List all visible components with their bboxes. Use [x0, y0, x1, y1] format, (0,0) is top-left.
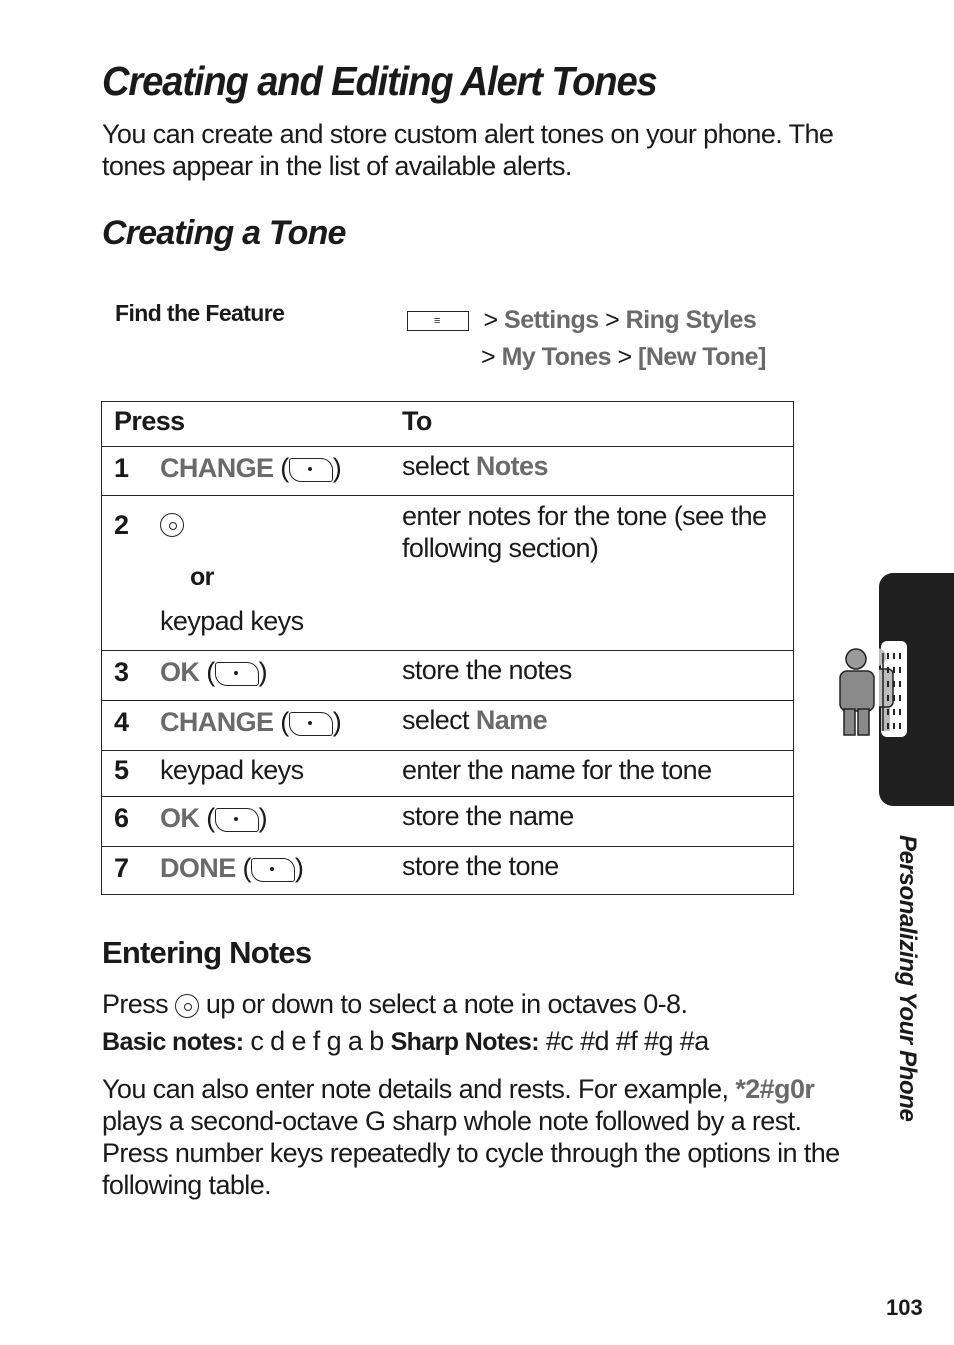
- step-press: [160, 496, 402, 651]
- step-number: 3: [102, 651, 161, 701]
- step-number: 2: [102, 496, 161, 651]
- table-row: [102, 701, 794, 751]
- header-to: To: [402, 402, 794, 447]
- path-sep: >: [481, 343, 496, 371]
- steps-table: [101, 401, 794, 895]
- table-row: [102, 847, 794, 895]
- step-number: 4: [102, 701, 161, 751]
- table-row: [102, 751, 794, 797]
- table-row: [102, 651, 794, 701]
- sharp-notes: #c #d #f #g #a: [545, 1026, 709, 1056]
- page-title: Creating and Editing Alert Tones: [102, 58, 657, 104]
- softkey-label: DONE: [160, 853, 236, 883]
- note-details-paragraph: [102, 1073, 842, 1201]
- step-action-key: Notes: [475, 451, 548, 481]
- path-settings: Settings: [504, 306, 599, 334]
- notes-instruction: [102, 989, 687, 1020]
- menu-key-icon: ≡: [407, 311, 469, 331]
- table-header-row: [102, 402, 794, 447]
- page-number: 103: [886, 1295, 923, 1320]
- section-title-creating-tone: Creating a Tone: [102, 214, 346, 252]
- softkey-icon: [289, 712, 333, 736]
- table-row: [102, 797, 794, 847]
- intro-paragraph: You can create and store custom alert tones on your phone. The tones appear in the list of available alerts.: [102, 119, 834, 181]
- step-press: OK ( ): [160, 797, 402, 847]
- step-action: store the tone: [402, 847, 794, 895]
- step-press: CHANGE ( ): [160, 701, 402, 751]
- nav-key-icon: [175, 994, 199, 1018]
- step-press: OK ( ): [160, 651, 402, 701]
- softkey-icon: [289, 458, 333, 482]
- softkey-label: OK: [160, 657, 200, 687]
- figure-icon: [834, 645, 882, 740]
- notes-instruction-end: up or down to select a note in octaves 0-8.: [205, 989, 688, 1019]
- step-action-text: select: [402, 451, 469, 481]
- softkey-icon: [215, 808, 259, 832]
- step-press: DONE ( ): [160, 847, 402, 895]
- step-action-text: select: [402, 705, 469, 735]
- para3-end: plays a second-octave G sharp whole note followed by a rest. Press number keys repeatedly to cycle through the options in the following table.: [102, 1106, 840, 1200]
- header-press: Press: [102, 402, 403, 447]
- menu-path: [407, 302, 766, 376]
- menu-path-line-2: [407, 339, 766, 376]
- table-row: [102, 496, 794, 651]
- step-action: enter notes for the tone (see the following section): [402, 496, 794, 651]
- step-number: 6: [102, 797, 161, 847]
- section-title-entering-notes: Entering Notes: [102, 935, 312, 970]
- table-row: [102, 447, 794, 496]
- chapter-caption: Personalizing Your Phone: [894, 835, 921, 1122]
- softkey-label: CHANGE: [160, 453, 274, 483]
- step-action: store the notes: [402, 651, 794, 701]
- find-feature-label: Find the Feature: [115, 300, 285, 326]
- or-label: or: [190, 563, 214, 591]
- nav-key-icon: [160, 513, 184, 537]
- softkey-icon: [251, 858, 295, 882]
- softkey-label: OK: [160, 803, 200, 833]
- step-number: 1: [102, 447, 161, 496]
- menu-path-line-1: [407, 302, 766, 339]
- phone-man-icon: [879, 573, 954, 806]
- notes-instruction-start: Press: [102, 989, 169, 1019]
- path-new-tone: [New Tone]: [638, 343, 766, 371]
- note-list: [102, 1026, 709, 1057]
- path-sep: >: [617, 343, 632, 371]
- step-action-key: Name: [475, 705, 547, 735]
- step-action: store the name: [402, 797, 794, 847]
- step-press: CHANGE ( ): [160, 447, 402, 496]
- step-action: [402, 701, 794, 751]
- para3-start: You can also enter note details and rests. For example,: [102, 1074, 729, 1104]
- keypad-keys-label: keypad keys: [160, 606, 304, 636]
- step-action: enter the name for the tone: [402, 751, 794, 797]
- example-code: *2#g0r: [735, 1074, 815, 1104]
- path-my-tones: My Tones: [501, 343, 612, 371]
- path-ring-styles: Ring Styles: [625, 306, 757, 334]
- basic-notes-label: Basic notes:: [102, 1028, 244, 1056]
- path-sep: >: [605, 306, 620, 334]
- step-number: 5: [102, 751, 161, 797]
- sharp-notes-label: Sharp Notes:: [390, 1028, 539, 1056]
- basic-notes: c d e f g a b: [250, 1026, 384, 1056]
- step-action: [402, 447, 794, 496]
- step-number: 7: [102, 847, 161, 895]
- step-press: keypad keys: [160, 751, 402, 797]
- chapter-tab: [879, 573, 954, 806]
- softkey-label: CHANGE: [160, 707, 274, 737]
- path-sep: >: [483, 306, 498, 334]
- softkey-icon: [215, 662, 259, 686]
